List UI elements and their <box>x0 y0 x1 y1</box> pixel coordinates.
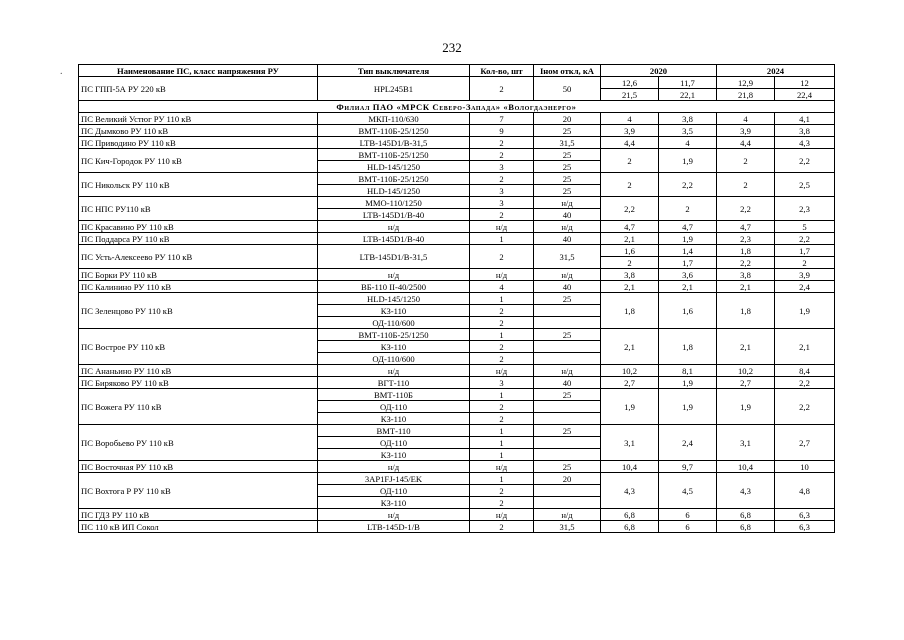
breaker-type: КЗ-110 <box>318 341 470 353</box>
substation-name: ПС Ананьино РУ 110 кВ <box>79 365 318 377</box>
breaker-type: КЗ-110 <box>318 497 470 509</box>
table-row <box>79 473 835 485</box>
value-2024-a: 2,3 <box>717 233 775 245</box>
substation-name: ПС Поддарса РУ 110 кВ <box>79 233 318 245</box>
breaker-type: HLD-145/1250 <box>318 185 470 197</box>
substation-name: ПС НПС РУ110 кВ <box>79 197 318 221</box>
table-header <box>79 65 835 77</box>
breaking-current: 40 <box>534 233 601 245</box>
breaking-current: 25 <box>534 161 601 173</box>
table-row <box>79 329 835 341</box>
value-2020-a: 2 <box>601 173 659 197</box>
value-2024-b: 1,7 <box>775 245 835 257</box>
value-2020-a: 4,3 <box>601 473 659 509</box>
value-2024-a: 2,1 <box>717 281 775 293</box>
table-row <box>79 377 835 389</box>
table-row <box>79 293 835 305</box>
breaking-current <box>534 353 601 365</box>
value-2020-a: 1,6 <box>601 245 659 257</box>
breaker-count: 2 <box>470 149 534 161</box>
value-2024-a: 21,8 <box>717 89 775 101</box>
value-2024-a: 3,9 <box>717 125 775 137</box>
breaker-count: 2 <box>470 401 534 413</box>
page-number: 232 <box>442 40 462 55</box>
header-2020: 2020 <box>601 65 717 77</box>
breaker-count: 2 <box>470 521 534 533</box>
value-2020-b: 4,7 <box>659 221 717 233</box>
value-2020-a: 2,7 <box>601 377 659 389</box>
breaking-current <box>534 485 601 497</box>
substation-name: ПС Вожега РУ 110 кВ <box>79 389 318 425</box>
breaker-type: ВМТ-110Б-25/1250 <box>318 125 470 137</box>
value-2024-b: 2,2 <box>775 377 835 389</box>
value-2024-a: 4 <box>717 113 775 125</box>
breaker-count: 1 <box>470 329 534 341</box>
substation-name: ПС Воробьево РУ 110 кВ <box>79 425 318 461</box>
breaking-current: 20 <box>534 113 601 125</box>
breaker-type: н/д <box>318 365 470 377</box>
substation-name: ПС Зеленцово РУ 110 кВ <box>79 293 318 329</box>
substation-name: ПС Борки РУ 110 кВ <box>79 269 318 281</box>
value-2024-a: 10,4 <box>717 461 775 473</box>
value-2024-b: 2,4 <box>775 281 835 293</box>
breaker-type: HLD-145/1250 <box>318 161 470 173</box>
table-row <box>79 269 835 281</box>
breaker-count: 7 <box>470 113 534 125</box>
breaking-current: 20 <box>534 473 601 485</box>
table-row <box>79 425 835 437</box>
breaking-current: 31,5 <box>534 137 601 149</box>
breaking-current: 25 <box>534 173 601 185</box>
table-row <box>79 521 835 533</box>
value-2020-a: 4,4 <box>601 137 659 149</box>
value-2024-b: 5 <box>775 221 835 233</box>
table-row <box>79 233 835 245</box>
breaker-count: 3 <box>470 197 534 209</box>
value-2020-b: 2,2 <box>659 173 717 197</box>
breaker-count: 3 <box>470 185 534 197</box>
breaker-count: н/д <box>470 509 534 521</box>
table-row <box>79 197 835 209</box>
breaker-type: ВБ-110 II-40/2500 <box>318 281 470 293</box>
value-2024-b: 2,1 <box>775 329 835 365</box>
value-2020-b: 1,4 <box>659 245 717 257</box>
header-2024: 2024 <box>717 65 835 77</box>
value-2020-a: 6,8 <box>601 521 659 533</box>
value-2024-b: 2,5 <box>775 173 835 197</box>
breaker-type: н/д <box>318 269 470 281</box>
value-2024-b: 3,9 <box>775 269 835 281</box>
table-row <box>79 245 835 257</box>
breaker-count: 2 <box>470 485 534 497</box>
breaking-current: 25 <box>534 389 601 401</box>
breaker-count: н/д <box>470 221 534 233</box>
table-row <box>79 365 835 377</box>
value-2020-a: 2,1 <box>601 281 659 293</box>
breaker-count: 1 <box>470 449 534 461</box>
value-2020-a: 4 <box>601 113 659 125</box>
breaking-current <box>534 449 601 461</box>
breaking-current: н/д <box>534 509 601 521</box>
value-2024-b: 2,3 <box>775 197 835 221</box>
value-2020-a: 6,8 <box>601 509 659 521</box>
breaker-type: КЗ-110 <box>318 449 470 461</box>
header-iotkl: Iном откл, кА <box>534 65 601 77</box>
value-2020-a: 2,1 <box>601 233 659 245</box>
substation-name: ПС Красавино РУ 110 кВ <box>79 221 318 233</box>
breaking-current: 25 <box>534 185 601 197</box>
value-2024-a: 4,7 <box>717 221 775 233</box>
value-2024-b: 2 <box>775 257 835 269</box>
value-2020-a: 10,2 <box>601 365 659 377</box>
breaking-current: 31,5 <box>534 245 601 269</box>
breaker-count: н/д <box>470 365 534 377</box>
breaking-current: 25 <box>534 149 601 161</box>
value-2020-b: 22,1 <box>659 89 717 101</box>
substation-name: ПС Калинино РУ 110 кВ <box>79 281 318 293</box>
value-2020-b: 3,6 <box>659 269 717 281</box>
breaker-type: ВМТ-110Б-25/1250 <box>318 173 470 185</box>
value-2020-a: 1,8 <box>601 293 659 329</box>
value-2024-a: 3,8 <box>717 269 775 281</box>
breaker-type: ОД-110 <box>318 401 470 413</box>
substation-name: ПС ГПП-5А РУ 220 кВ <box>79 77 318 101</box>
breaker-type: МКП-110/630 <box>318 113 470 125</box>
breaker-count: 3 <box>470 161 534 173</box>
breaking-current: 25 <box>534 125 601 137</box>
breaker-count: 1 <box>470 389 534 401</box>
substation-name: ПС Усть-Алексеево РУ 110 кВ <box>79 245 318 269</box>
breaker-count: 2 <box>470 413 534 425</box>
value-2024-a: 10,2 <box>717 365 775 377</box>
breaker-count: 2 <box>470 317 534 329</box>
breaking-current: 31,5 <box>534 521 601 533</box>
breaker-type: LTB-145D1/B-31,5 <box>318 137 470 149</box>
value-2024-a: 6,8 <box>717 509 775 521</box>
value-2024-b: 2,2 <box>775 389 835 425</box>
substation-name: ПС Восточная РУ 110 кВ <box>79 461 318 473</box>
breaking-current <box>534 401 601 413</box>
breaker-count: 2 <box>470 137 534 149</box>
table-row <box>79 281 835 293</box>
value-2020-b: 3,8 <box>659 113 717 125</box>
value-2024-a: 2,2 <box>717 257 775 269</box>
value-2024-a: 4,4 <box>717 137 775 149</box>
value-2020-b: 9,7 <box>659 461 717 473</box>
substation-name: ПС ГДЗ РУ 110 кВ <box>79 509 318 521</box>
value-2024-a: 2,1 <box>717 329 775 365</box>
breaker-type: ОД-110/600 <box>318 317 470 329</box>
value-2020-b: 1,9 <box>659 149 717 173</box>
breaking-current: 40 <box>534 377 601 389</box>
table-row <box>79 77 835 89</box>
value-2020-a: 1,9 <box>601 389 659 425</box>
breaker-count: 2 <box>470 341 534 353</box>
table-row <box>79 221 835 233</box>
breaker-count: 1 <box>470 437 534 449</box>
breaker-count: 1 <box>470 293 534 305</box>
value-2024-b: 8,4 <box>775 365 835 377</box>
breaker-count: н/д <box>470 461 534 473</box>
value-2024-b: 10 <box>775 461 835 473</box>
breaker-type: 3AP1FJ-145/EK <box>318 473 470 485</box>
substation-name: ПС Великий Устюг РУ 110 кВ <box>79 113 318 125</box>
value-2020-b: 6 <box>659 521 717 533</box>
breaker-type: КЗ-110 <box>318 413 470 425</box>
value-2024-a: 1,8 <box>717 245 775 257</box>
breaker-count: 4 <box>470 281 534 293</box>
breaking-current: 40 <box>534 281 601 293</box>
value-2020-b: 1,8 <box>659 329 717 365</box>
value-2024-a: 6,8 <box>717 521 775 533</box>
value-2024-a: 1,8 <box>717 293 775 329</box>
breaker-count: 1 <box>470 425 534 437</box>
breaking-current: 25 <box>534 425 601 437</box>
breaker-type: ОД-110/600 <box>318 353 470 365</box>
section-title: Филиал ПАО «МРСК Северо-Запада» «Вологдаэнерго» <box>79 101 835 113</box>
value-2020-a: 2,1 <box>601 329 659 365</box>
value-2024-b: 1,9 <box>775 293 835 329</box>
substation-name: ПС Кич-Городок РУ 110 кВ <box>79 149 318 173</box>
breaker-table <box>78 64 835 533</box>
breaking-current: н/д <box>534 197 601 209</box>
value-2024-a: 2,2 <box>717 197 775 221</box>
value-2024-a: 4,3 <box>717 473 775 509</box>
breaker-type: КЗ-110 <box>318 305 470 317</box>
value-2020-a: 2 <box>601 257 659 269</box>
header-type: Тип выключателя <box>318 65 470 77</box>
value-2024-a: 2,7 <box>717 377 775 389</box>
breaker-type: н/д <box>318 221 470 233</box>
breaker-type: LTB-145D1/B-31,5 <box>318 245 470 269</box>
value-2024-b: 6,3 <box>775 521 835 533</box>
breaking-current: н/д <box>534 221 601 233</box>
breaker-type: HLD-145/1250 <box>318 293 470 305</box>
value-2024-b: 2,2 <box>775 233 835 245</box>
breaker-type: ВМТ-110Б <box>318 389 470 401</box>
value-2024-b: 22,4 <box>775 89 835 101</box>
breaker-count: 2 <box>470 497 534 509</box>
value-2020-b: 8,1 <box>659 365 717 377</box>
breaking-current <box>534 437 601 449</box>
value-2020-b: 3,5 <box>659 125 717 137</box>
table-row <box>79 125 835 137</box>
breaker-type: ОД-110 <box>318 437 470 449</box>
breaking-current: 25 <box>534 461 601 473</box>
value-2020-b: 4,5 <box>659 473 717 509</box>
breaking-current <box>534 341 601 353</box>
breaker-type: ВМТ-110Б-25/1250 <box>318 329 470 341</box>
substation-name: ПС Приводино РУ 110 кВ <box>79 137 318 149</box>
breaker-type: н/д <box>318 461 470 473</box>
value-2024-a: 12,9 <box>717 77 775 89</box>
breaking-current: н/д <box>534 269 601 281</box>
value-2020-b: 1,9 <box>659 233 717 245</box>
breaker-type: HPL245B1 <box>318 77 470 101</box>
header-name: Наименование ПС, класс напряжения РУ <box>79 65 318 77</box>
breaker-count: 2 <box>470 173 534 185</box>
substation-name: ПС Биряково РУ 110 кВ <box>79 377 318 389</box>
table-row <box>79 389 835 401</box>
value-2020-a: 4,7 <box>601 221 659 233</box>
value-2024-b: 2,2 <box>775 149 835 173</box>
value-2024-a: 2 <box>717 149 775 173</box>
breaking-current <box>534 317 601 329</box>
value-2020-a: 3,1 <box>601 425 659 461</box>
value-2024-b: 4,1 <box>775 113 835 125</box>
breaking-current <box>534 497 601 509</box>
value-2020-b: 2 <box>659 197 717 221</box>
section-row <box>79 101 835 113</box>
table-row <box>79 461 835 473</box>
value-2024-a: 2 <box>717 173 775 197</box>
table-row <box>79 173 835 185</box>
breaker-type: LTB-145D1/B-40 <box>318 233 470 245</box>
breaker-type: ВМТ-110 <box>318 425 470 437</box>
value-2024-b: 4,3 <box>775 137 835 149</box>
value-2020-a: 10,4 <box>601 461 659 473</box>
breaker-type: ВГТ-110 <box>318 377 470 389</box>
breaking-current: 40 <box>534 209 601 221</box>
breaker-type: ММО-110/1250 <box>318 197 470 209</box>
header-count: Кол-во, шт <box>470 65 534 77</box>
breaker-count: 2 <box>470 305 534 317</box>
table-row <box>79 509 835 521</box>
value-2020-a: 2 <box>601 149 659 173</box>
breaker-type: ОД-110 <box>318 485 470 497</box>
table-row <box>79 113 835 125</box>
breaker-type: LTB-145D-1/B <box>318 521 470 533</box>
substation-name: ПС 110 кВ ИП Сокол <box>79 521 318 533</box>
substation-name: ПС Дымково РУ 110 кВ <box>79 125 318 137</box>
breaking-current <box>534 305 601 317</box>
value-2020-b: 1,6 <box>659 293 717 329</box>
value-2024-a: 3,1 <box>717 425 775 461</box>
substation-name: ПС Вострое РУ 110 кВ <box>79 329 318 365</box>
value-2020-b: 6 <box>659 509 717 521</box>
value-2020-b: 2,1 <box>659 281 717 293</box>
breaker-type: ВМТ-110Б-25/1250 <box>318 149 470 161</box>
table-row <box>79 149 835 161</box>
value-2020-b: 1,7 <box>659 257 717 269</box>
value-2024-b: 4,8 <box>775 473 835 509</box>
value-2024-a: 1,9 <box>717 389 775 425</box>
breaker-count: 1 <box>470 233 534 245</box>
value-2020-a: 3,8 <box>601 269 659 281</box>
breaker-count: 2 <box>470 77 534 101</box>
value-2020-b: 11,7 <box>659 77 717 89</box>
value-2024-b: 12 <box>775 77 835 89</box>
breaking-current: 25 <box>534 293 601 305</box>
value-2020-a: 12,6 <box>601 77 659 89</box>
breaker-count: н/д <box>470 269 534 281</box>
value-2020-b: 4 <box>659 137 717 149</box>
value-2024-b: 6,3 <box>775 509 835 521</box>
breaker-count: 3 <box>470 377 534 389</box>
breaker-count: 2 <box>470 245 534 269</box>
value-2020-b: 1,9 <box>659 377 717 389</box>
breaker-count: 2 <box>470 209 534 221</box>
table-row <box>79 137 835 149</box>
breaker-count: 2 <box>470 353 534 365</box>
breaking-current: 25 <box>534 329 601 341</box>
value-2020-a: 21,5 <box>601 89 659 101</box>
breaking-current: н/д <box>534 365 601 377</box>
breaking-current <box>534 413 601 425</box>
value-2020-a: 2,2 <box>601 197 659 221</box>
value-2020-b: 2,4 <box>659 425 717 461</box>
substation-name: ПС Вохтога Р РУ 110 кВ <box>79 473 318 509</box>
value-2020-b: 1,9 <box>659 389 717 425</box>
value-2024-b: 3,8 <box>775 125 835 137</box>
breaker-type: н/д <box>318 509 470 521</box>
margin-mark: . <box>60 66 63 77</box>
breaker-count: 1 <box>470 473 534 485</box>
value-2024-b: 2,7 <box>775 425 835 461</box>
breaking-current: 50 <box>534 77 601 101</box>
breaker-count: 9 <box>470 125 534 137</box>
value-2020-a: 3,9 <box>601 125 659 137</box>
breaker-type: LTB-145D1/B-40 <box>318 209 470 221</box>
substation-name: ПС Никольск РУ 110 кВ <box>79 173 318 197</box>
